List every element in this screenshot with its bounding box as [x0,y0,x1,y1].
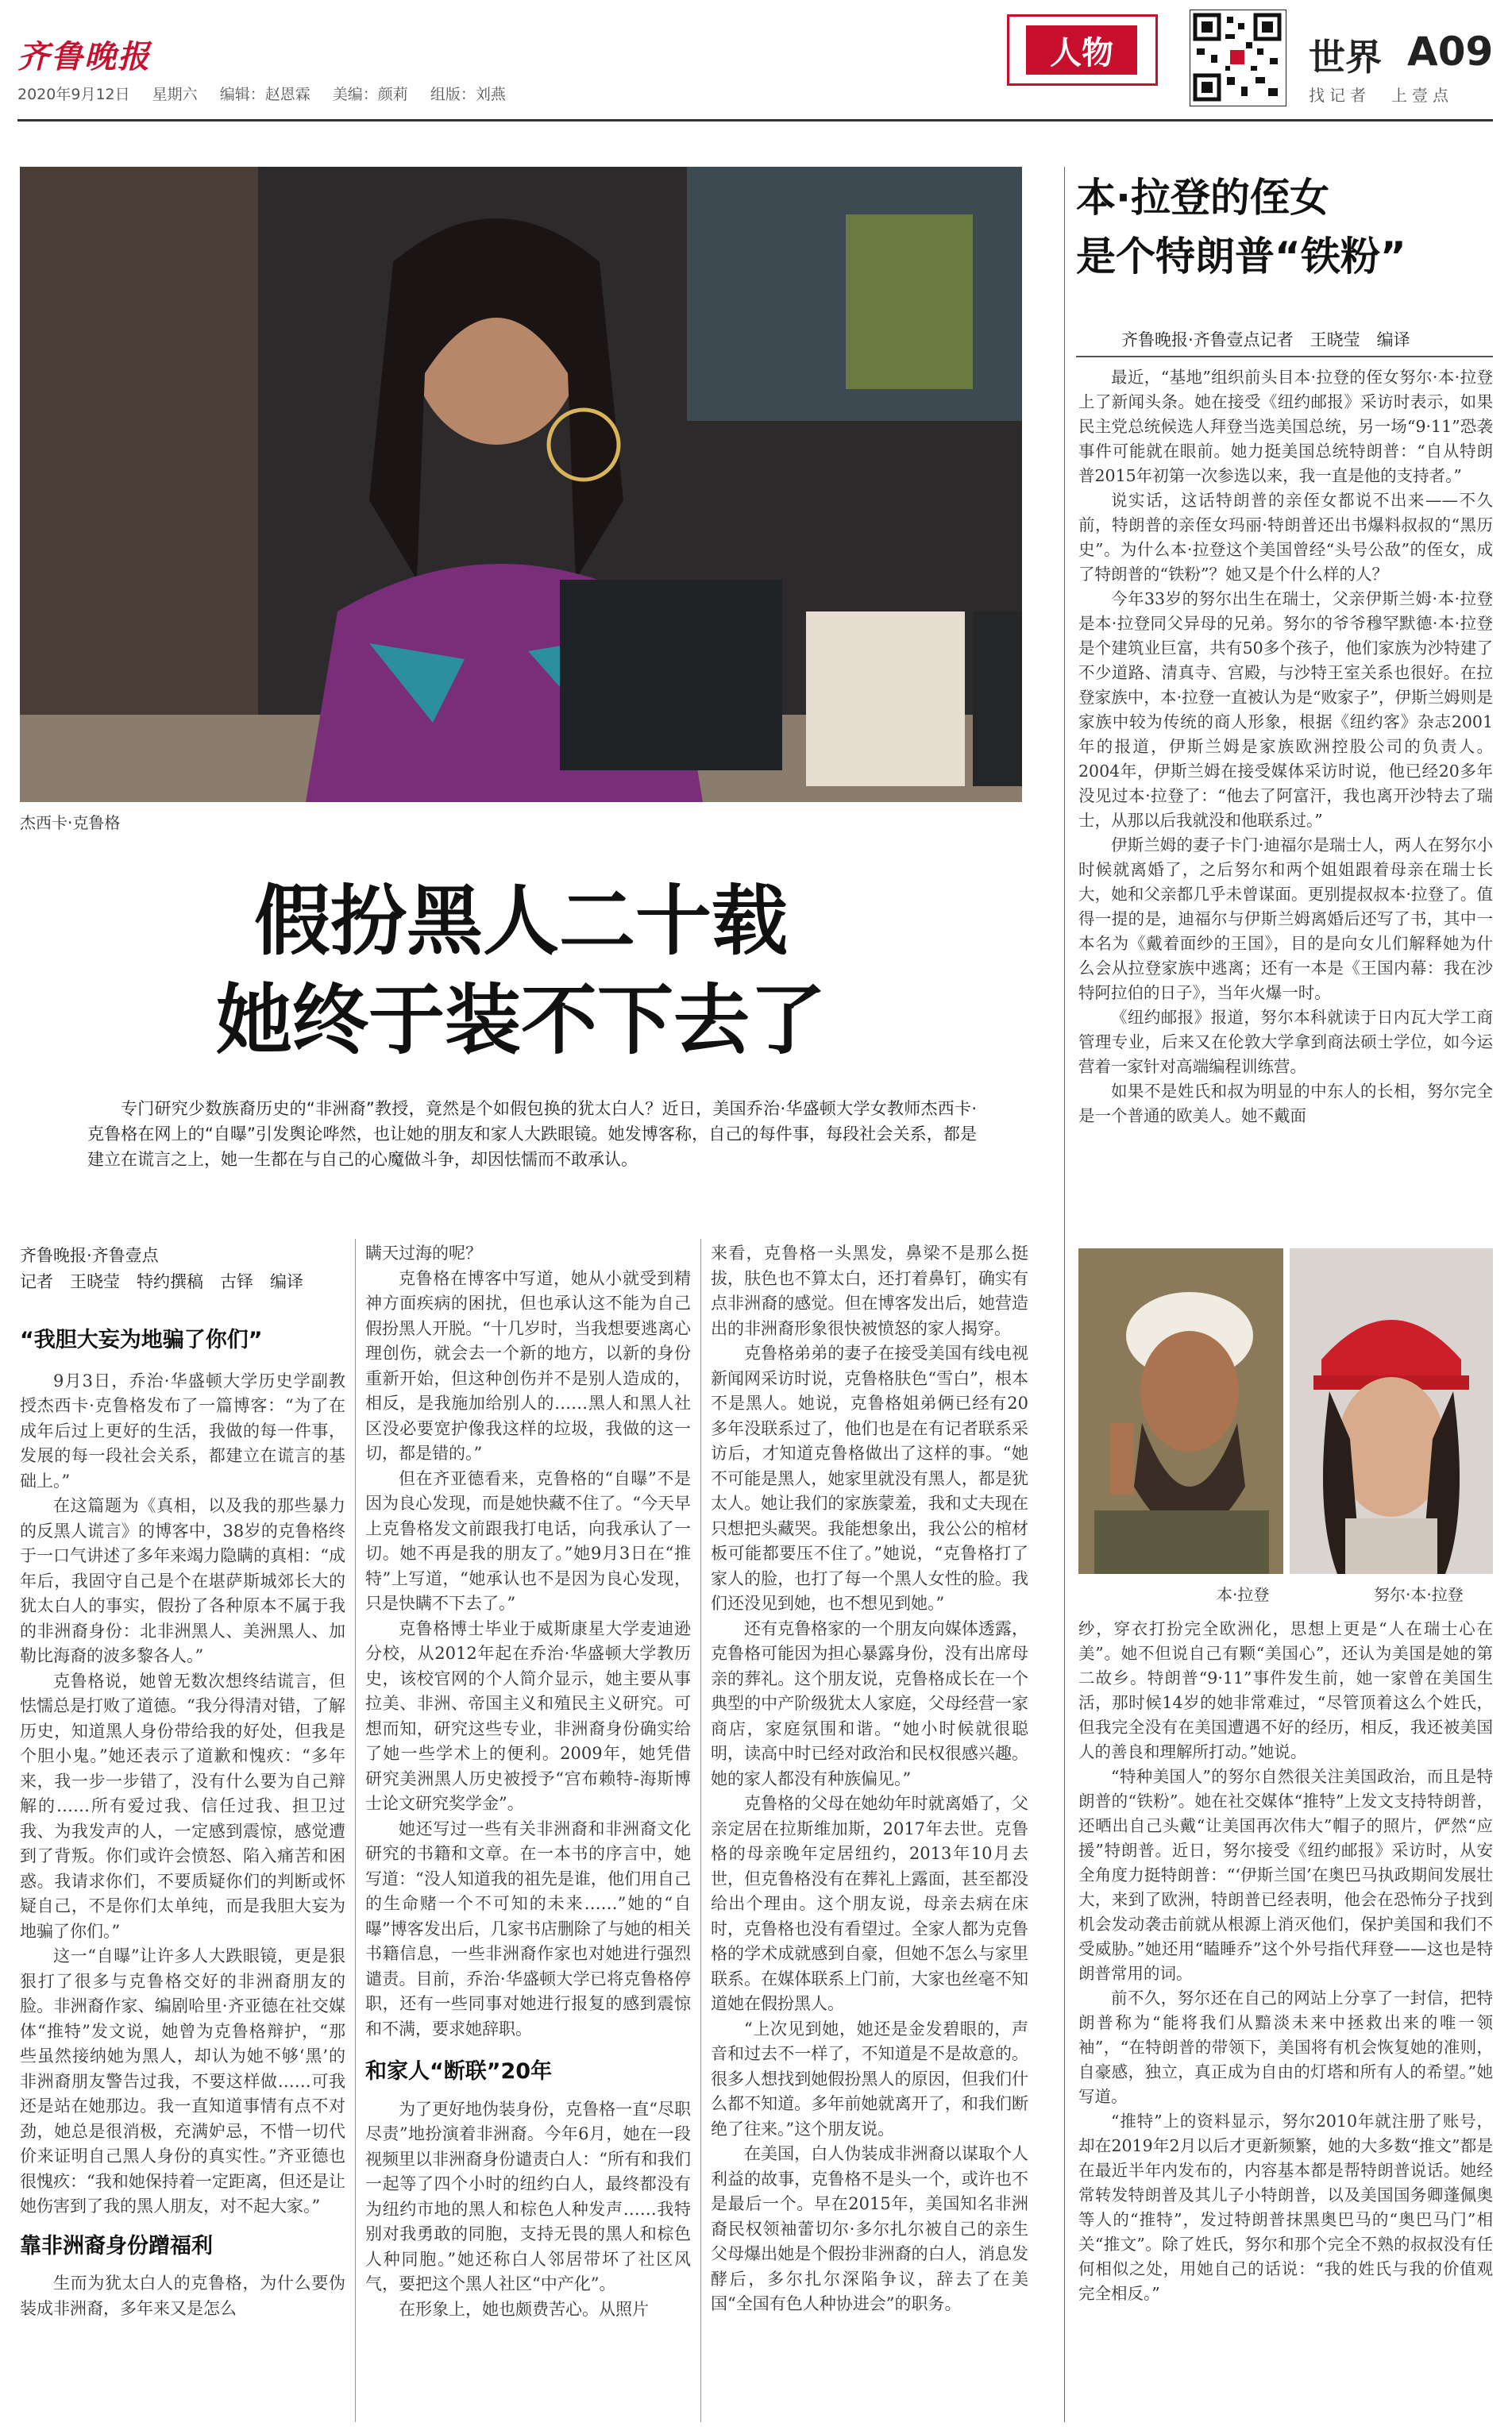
main-title-line1: 假扮黑人二十载 [254,877,788,966]
header-rule [17,119,1493,122]
article-column-1 [20,1328,345,2321]
paragraph: 克鲁格博士毕业于威斯康星大学麦迪逊分校，从2012年起在乔治·华盛顿大学教历史，该校官网的个人简介显示，她主要从事拉美、非洲、帝国主义和殖民主义研究。可想而知，研究这些专业，非洲裔身份确实给了她一些学术上的便利。2009年，她凭借研究美洲黑人历史被授予“宫布赖特-海斯博士论文研究奖学金”。 [365,1618,691,1813]
subhead-2: 靠非洲裔身份蹭福利 [20,2233,213,2258]
paragraph: 9月3日，乔治·华盛顿大学历史学副教授杰西卡·克鲁格发布了一篇博客：“为了在成年后过上更好的生活，我做的每一件事，发展的每一段社会关系，都建立在谎言的基础上。” [20,1371,345,1491]
section-label: 人物 [1026,25,1137,75]
paragraph: 《纽约邮报》报道，努尔本科就读于日内瓦大学工商管理专业，后来又在伦敦大学拿到商法硕士学位，如今运营着一家针对高端编程训练营。 [1078,1008,1493,1076]
paragraph: 克鲁格弟弟的妻子在接受美国有线电视新闻网采访时说，克鲁格肤色“雪白”，根本不是黑人。她说，克鲁格姐弟俩已经有20多年没联系过了，他们也是在有记者联系采访后，才知道克鲁格做出了这样的事。“她不可能是黑人，她家里就没有黑人，都是犹太人。她让我们的家族蒙羞，我和丈夫现在只想把头藏哭。我能想象出，我公公的棺材板可能都要压不住了。”她说，“克鲁格打了家人的脸，也打了每一个黑人女性的脸。我们还没见到她，也不想见到她。” [711,1344,1028,1613]
paragraph: “推特”上的资料显示，努尔2010年就注册了账号，却在2019年2月以后才更新频繁，她的大多数“推文”都是在最近半年内发布的，内容基本都是帮特朗普说话。她经常转发特朗普及其儿子小特朗普，以及美国国务卿蓬佩奥等人的“推特”，发过特朗普抹黑奥巴马的“奥巴马门”相关“推文”。除了姓氏，努尔和那个完全不熟的叔叔没有任何相似之处，用她自己的话说：“我的姓氏与我的价值观完全相反。” [1078,2112,1493,2303]
issue-info [17,83,523,104]
paragraph: 纱，穿衣打扮完全欧洲化，思想上更是“人在瑞士心在美”。她不但说自己有颗“美国心”，还认为美国是她的第二故乡。特朗普“9·11”事件发生前，她一家曾在美国生活，那时候14岁的她非常难过，“尽管顶着这么个姓氏，但我完全没有在美国遭遇不好的经历，相反，我还被美国人的善良和理解所打动。”她说。 [1078,1619,1493,1761]
paragraph: 在形象上，她也颇费苦心。从照片 [399,2299,649,2319]
designer-credit: 美编：颜莉 [332,86,408,103]
paragraph: 但在齐亚德看来，克鲁格的“自曝”不是因为良心发现，而是她快藏不住了。“今天早上克鲁格发文前跟我打电话，向我承认了一切。她不再是我的朋友了。”她9月3日在“推特”上写道，“她承认也不是因为良心发现，只是快瞒不下去了。” [365,1468,691,1613]
column-divider [700,1239,701,2422]
paragraph: 克鲁格在博客中写道，她从小就受到精神方面疾病的困扰，但也承认这不能为自己假扮黑人开脱。“十几岁时，当我想要逃离心理创伤，就会去一个新的地方，以新的身份重新开始，但这种创伤并不是别人造成的，相反，是我施加给别人的……黑人和黑人社区没必要宽护像我这样的垃圾，我做的这一切，都是错的。” [365,1268,691,1463]
side-byline-rule [1076,356,1493,357]
article-lede: 专门研究少数族裔历史的“非洲裔”教授，竟然是个如假包换的犹太白人？近日，美国乔治·华盛顿大学女教师杰西卡·克鲁格在网上的“自曝”引发舆论哗然，也让她的朋友和家人大跌眼镜。她发博客称，自己的每件事，每段社会关系，都是建立在谎言之上，她一生都在与自己的心魔做斗争，却因怯懦而不敢承认。 [87,1099,977,1169]
side-column-bottom [1078,1617,1493,2306]
paragraph: 说实话，这话特朗普的亲侄女都说不出来——不久前，特朗普的亲侄女玛丽·特朗普还出书爆料叔叔的“黑历史”。为什么本·拉登这个美国曾经“头号公敌”的侄女，成了特朗普的“铁粉”？她又是个什么样的人？ [1078,491,1493,584]
paragraph: “上次见到她，她还是金发碧眼的，声音和过去不一样了，不知道是不是故意的。很多人想找到她假扮黑人的原因，但我们什么都不知道。多年前她就离开了，和我们断绝了往来。”这个朋友说。 [711,2019,1028,2139]
main-photo [20,167,1022,802]
paragraph: 伊斯兰姆的妻子卡门·迪福尔是瑞士人，两人在努尔小时候就离婚了，之后努尔和两个姐姐跟着母亲在瑞士长大，她和父亲都几乎未曾谋面。更别提叔叔本·拉登了。值得一提的是，迪福尔与伊斯兰姆离婚后还写了书，其中一本名为《戴着面纱的王国》，目的是向女儿们解释她为什么会从拉登家族中逃离；还有一本是《王国内幕：我在沙特阿拉伯的日子》，当年火爆一时。 [1078,835,1493,1002]
paragraph: 她还写过一些有关非洲裔和非洲裔文化研究的书籍和文章。在一本书的序言中，她写道：“没人知道我的祖先是谁，他们用自己的生命赌一个不可知的未来……”她的“自曝”博客发出后，几家书店删除了与她的相关书籍信息，一些非洲裔作家也对她进行强烈谴责。目前，乔治·华盛顿大学已将克鲁格停职，还有一些同事对她进行报复的感到震惊和不满，要求她辞职。 [365,1819,691,2039]
page-number: A09 [1407,29,1494,75]
column-divider [355,1239,356,2422]
paragraph: 在这篇题为《真相，以及我的那些暴力的反黑人谎言》的博客中，38岁的克鲁格终于一口气讲述了多年来竭力隐瞒的真相：“成年后，我固守自己是个在堪萨斯城郊长大的犹太白人的事实，假扮了各种原本不属于我的非洲裔身份：北非洲黑人、美洲黑人、加勒比海裔的波多黎各人。” [20,1496,345,1665]
article-column-3 [711,1241,1028,2317]
reporter-hotline: 找记者 上壹点 [1309,86,1453,105]
paragraph: 前不久，努尔还在自己的网站上分享了一封信，把特朗普称为“能将我们从黯淡未来中拯救出来的唯一领袖”，“在特朗普的带领下，美国将有机会恢复她的准则，自豪感，独立，真正成为自由的灯塔和所有人的希望。”她写道。 [1078,1988,1493,2106]
article-column-2 [365,1241,691,2322]
qr-code-icon[interactable] [1190,10,1286,106]
paragraph: 还有克鲁格家的一个朋友向媒体透露，克鲁格可能因为担心暴露身份，没有出席母亲的葬礼。这个朋友说，克鲁格成长在一个典型的中产阶级犹太人家庭，父母经营一家商店，家庭氛围和谐。“她小时候就很聪明，读高中时已经对政治和民权很感兴趣。她的家人都没有种族偏见。” [711,1618,1028,1788]
paragraph: 今年33岁的努尔出生在瑞士，父亲伊斯兰姆·本·拉登是本·拉登同父异母的兄弟。努尔的爷爷穆罕默德·本·拉登是个建筑业巨富，共有50多个孩子，他们家族为沙特建了不少道路、清真寺、宫殿，与沙特王室关系也很好。在拉登家族中，本·拉登一直被认为是“败家子”，伊斯兰姆则是家族中较为传统的商人形象，根据《纽约客》杂志2001年的报道，伊斯兰姆是家族欧洲控股公司的负责人。2004年，伊斯兰姆在接受媒体采访时说，他已经20多年没见过本·拉登了：“他去了阿富汗，我也离开沙特去了瑞士，从那以后我就没和他联系过。” [1078,589,1493,830]
subhead-3: 和家人“断联”20年 [365,2059,553,2084]
section-divider [1064,167,1065,2422]
paragraph: 瞒天过海的呢？ [365,1244,482,1263]
layout-credit: 组版：刘燕 [430,86,506,103]
byline-authors: 记者 王晓莹 特约撰稿 古铎 编译 [20,1272,303,1291]
paragraph: “特种美国人”的努尔自然很关注美国政治，而且是特朗普的“铁粉”。她在社交媒体“推特”上发文支持特朗普，还晒出自己头戴“让美国再次伟大”帽子的照片，俨然“应援”特朗普。近日，努尔接受《纽约邮报》采访时，从安全角度力挺特朗普：“‘伊斯兰国’在奥巴马执政期间发展壮大，来到了欧洲，特朗普已经表明，他会在恐怖分子找到机会发动袭击前就从根源上消灭他们，保护美国和我们不受威胁。”她还用“瞌睡乔”这个外号指代拜登——这也是特朗普常用的词。 [1078,1767,1493,1983]
noor-photo [1290,1248,1493,1574]
issue-date: 2020年9月12日 [17,86,130,103]
side-byline: 齐鲁晚报·齐鲁壹点记者 王晓莹 编译 [1121,330,1410,349]
main-photo-caption: 杰西卡·克鲁格 [20,813,121,832]
issue-weekday: 星期六 [152,86,198,103]
paragraph: 生而为犹太白人的克鲁格，为什么要伪装成非洲裔，多年来又是怎么 [20,2274,345,2318]
side-title-line2: 是个特朗普“铁粉” [1076,233,1406,280]
paragraph: 克鲁格说，她曾无数次想终结谎言，但怯懦总是打败了道德。“我分得清对错，了解历史，知道黑人身份带给我的好处，但我是个胆小鬼。”她还表示了道歉和愧疚：“多年来，我一步一步错了，没有什么要为自己辩解的……所有爱过我、信任过我、担卫过我、为我发声的人，一定感到震惊，感觉遭到了背叛。你们或许会愤怒、陷入痛苦和困惑。我请求你们，不要质疑你们的判断或怀疑自己，不是你们太单纯，而是我胆大妄为地骗了你们。” [20,1671,345,1941]
byline-org: 齐鲁晚报·齐鲁壹点 [20,1246,159,1265]
paragraph: 这一“自曝”让许多人大跌眼镜，更是狠狠打了很多与克鲁格交好的非洲裔朋友的脸。非洲裔作家、编剧哈里·齐亚德在社交媒体“推特”发文说，她曾为克鲁格辩护，“那些虽然接纳她为黑人，却认为她不够‘黑’的非洲裔朋友警告过我，不要这样做……可我还是站在她那边。我一直知道事情有点不对劲，她总是很消极，充满妒忌，不惜一切代价来证明自己黑人身份的真实性。”齐亚德也很愧疚：“我和她保持着一定距离，但还是让她伤害到了我的黑人朋友，对不起大家。” [20,1946,345,2216]
binladen-caption: 本·拉登 [1217,1585,1270,1604]
side-title-line1: 本·拉登的侄女 [1076,175,1329,221]
paragraph: 最近，“基地”组织前头目本·拉登的侄女努尔·本·拉登上了新闻头条。她在接受《纽约邮报》采访时表示，如果民主党总统候选人拜登当选美国总统，另一场“9·11”恐袭事件可能就在眼前。她力挺美国总统特朗普：“自从特朗普2015年初第一次参选以来，我一直是他的支持者。” [1078,368,1493,485]
subhead-1: “我胆大妄为地骗了你们” [20,1328,263,1352]
section-world: 世界 [1309,36,1382,79]
paragraph: 为了更好地伪装身份，克鲁格一直“尽职尽责”地扮演着非洲裔。今年6月，她在一段视频里以非洲裔身份谴责白人：“所有和我们一起等了四个小时的纽约白人，最终都没有为纽约市地的黑人和棕色人种发声……我特别对我勇敢的同胞，支持无畏的黑人和棕色人种同胞。”她还称白人邻居带坏了社区风气，要把这个黑人社区“中产化”。 [365,2099,691,2293]
paragraph: 如果不是姓氏和叔为明显的中东人的长相，努尔完全是一个普通的欧美人。她不戴面 [1078,1082,1493,1125]
paragraph: 克鲁格的父母在她幼年时就离婚了，父亲定居在拉斯维加斯，2017年去世。克鲁格的母亲晚年定居纽约，2013年10月去世，但克鲁格没有在葬礼上露面，甚至都没给出个理由。这个朋友说，母亲去病在床时，克鲁格也没有看望过。全家人都为克鲁格的学术成就感到自豪，但她不怎么与家里联系。在媒体联系上门前，大家也丝毫不知道她在假扮黑人。 [711,1794,1028,2013]
side-column-top [1078,365,1493,1128]
main-byline [20,1243,361,1295]
main-title-line2: 她终于装不下去了 [216,976,826,1065]
binladen-photo [1078,1248,1283,1574]
editor-credit: 编辑：赵恩霖 [219,86,310,103]
portrait-illustration [20,167,1022,802]
noor-caption: 努尔·本·拉登 [1374,1585,1464,1604]
paragraph: 在美国，白人伪装成非洲裔以谋取个人利益的故事，克鲁格不是头一个，或许也不是最后一个。早在2015年，美国知名非洲裔民权领袖蕾切尔·多尔扎尔被自己的亲生父母爆出她是个假扮非洲裔的白人，消息发酵后，多尔扎尔深陷争议，辞去了在美国“全国有色人种协进会”的职务。 [711,2144,1028,2313]
masthead: 齐鲁晚报 [17,38,151,75]
paragraph: 来看，克鲁格一头黑发，鼻梁不是那么挺拔，肤色也不算太白，还打着鼻钉，确实有点非洲裔的感觉。但在博客发出后，她营造出的非洲裔形象很快被愤怒的家人揭穿。 [711,1244,1028,1338]
